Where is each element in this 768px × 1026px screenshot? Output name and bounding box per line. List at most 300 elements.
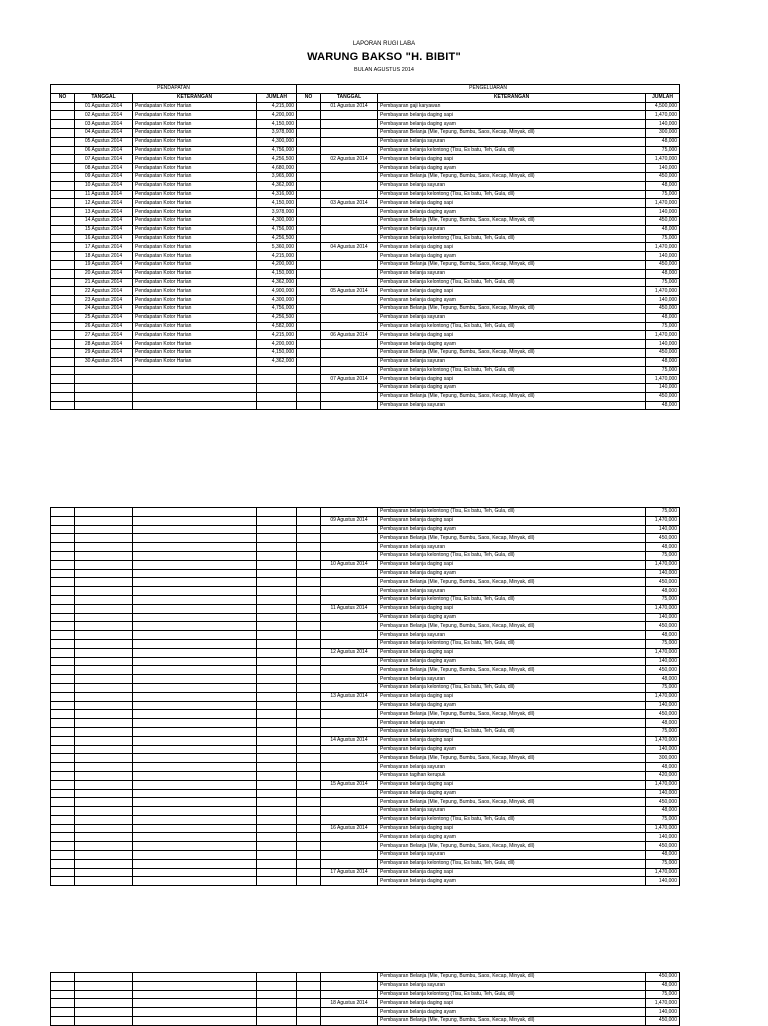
income-no-cell xyxy=(51,999,75,1008)
table-row xyxy=(51,701,680,710)
expense-date-cell xyxy=(321,120,378,129)
income-date-cell xyxy=(75,999,133,1008)
income-no-header: NO xyxy=(51,93,75,102)
expense-date-cell xyxy=(321,990,378,999)
expense-desc-cell: Pembayaran belanja daging sapi xyxy=(378,736,646,745)
income-no-cell xyxy=(51,216,75,225)
income-no-cell xyxy=(51,313,75,322)
expense-date-cell xyxy=(321,278,378,287)
expense-date-cell xyxy=(321,216,378,225)
income-no-cell xyxy=(51,128,75,137)
income-desc-cell: Pendapatan Kotor Harian xyxy=(133,155,257,164)
income-no-cell xyxy=(51,190,75,199)
expense-amount-cell: 450,000 xyxy=(646,973,680,982)
income-date-cell xyxy=(75,587,133,596)
income-date-cell xyxy=(75,525,133,534)
income-date-cell: 21 Agustus 2014 xyxy=(75,278,133,287)
expense-date-cell: 04 Agustus 2014 xyxy=(321,243,378,252)
expense-amount-cell: 450,000 xyxy=(646,798,680,807)
income-amount-cell xyxy=(257,736,297,745)
income-desc-cell xyxy=(133,771,257,780)
income-no-cell xyxy=(51,815,75,824)
expense-desc-cell: Pembayaran belanja daging ayam xyxy=(378,252,646,261)
income-no-cell xyxy=(51,666,75,675)
income-amount-cell: 4,150,000 xyxy=(257,348,297,357)
expense-desc-cell: Pembayaran belanja kelontong (Tisu, Es batu, Teh, Gula, dll) xyxy=(378,366,646,375)
expense-date-cell: 17 Agustus 2014 xyxy=(321,868,378,877)
expense-no-cell xyxy=(297,146,321,155)
table-row xyxy=(51,120,680,129)
expense-date-cell: 14 Agustus 2014 xyxy=(321,736,378,745)
income-no-cell xyxy=(51,683,75,692)
expense-no-cell xyxy=(297,348,321,357)
table-row xyxy=(51,181,680,190)
expense-date-cell xyxy=(321,208,378,217)
expense-amount-cell: 48,000 xyxy=(646,981,680,990)
income-no-cell xyxy=(51,587,75,596)
expense-amount-cell: 1,470,000 xyxy=(646,375,680,384)
income-amount-cell xyxy=(257,815,297,824)
expense-no-cell xyxy=(297,551,321,560)
expense-no-cell xyxy=(297,525,321,534)
income-no-cell xyxy=(51,990,75,999)
expense-desc-cell: Pembayaran belanja daging ayam xyxy=(378,745,646,754)
income-no-cell xyxy=(51,534,75,543)
expense-date-cell xyxy=(321,234,378,243)
income-date-cell xyxy=(75,508,133,517)
expense-no-cell xyxy=(297,137,321,146)
table-row xyxy=(51,340,680,349)
expense-no-cell xyxy=(297,225,321,234)
expense-date-cell xyxy=(321,973,378,982)
expense-no-cell xyxy=(297,560,321,569)
expense-no-cell xyxy=(297,287,321,296)
expense-no-cell xyxy=(297,981,321,990)
income-desc-cell: Pendapatan Kotor Harian xyxy=(133,120,257,129)
income-date-cell: 03 Agustus 2014 xyxy=(75,120,133,129)
expense-desc-cell: Pembayaran belanja daging ayam xyxy=(378,296,646,305)
report-period: BULAN AGUSTUS 2014 xyxy=(354,67,414,73)
expense-no-cell xyxy=(297,252,321,261)
expense-desc-cell: Pembayaran belanja sayuran xyxy=(378,543,646,552)
expense-no-cell xyxy=(297,569,321,578)
income-desc-cell xyxy=(133,508,257,517)
expense-amount-cell: 140,000 xyxy=(646,340,680,349)
expense-date-cell xyxy=(321,771,378,780)
expense-desc-cell: Pembayaran belanja daging sapi xyxy=(378,331,646,340)
income-no-cell xyxy=(51,269,75,278)
income-no-cell xyxy=(51,111,75,120)
expense-amount-cell: 450,000 xyxy=(646,304,680,313)
income-desc-cell: Pendapatan Kotor Harian xyxy=(133,172,257,181)
expense-amount-cell: 140,000 xyxy=(646,296,680,305)
income-no-cell xyxy=(51,763,75,772)
expense-date-cell xyxy=(321,225,378,234)
expense-no-cell xyxy=(297,973,321,982)
expense-date-cell xyxy=(321,833,378,842)
income-amount-cell: 4,200,000 xyxy=(257,340,297,349)
expense-amount-cell: 450,000 xyxy=(646,666,680,675)
income-desc-cell xyxy=(133,745,257,754)
income-no-cell xyxy=(51,877,75,886)
table-row xyxy=(51,754,680,763)
expense-amount-cell: 75,000 xyxy=(646,366,680,375)
income-amount-cell xyxy=(257,622,297,631)
table-body xyxy=(51,102,680,410)
income-no-cell xyxy=(51,508,75,517)
income-amount-cell xyxy=(257,375,297,384)
expense-no-cell xyxy=(297,340,321,349)
income-desc-cell xyxy=(133,789,257,798)
table-row xyxy=(51,587,680,596)
income-no-cell xyxy=(51,304,75,313)
expense-amount-cell: 140,000 xyxy=(646,384,680,393)
expense-date-cell xyxy=(321,190,378,199)
expense-date-cell: 05 Agustus 2014 xyxy=(321,287,378,296)
expense-no-cell xyxy=(297,771,321,780)
income-no-cell xyxy=(51,401,75,410)
expense-no-cell xyxy=(297,164,321,173)
expense-no-cell xyxy=(297,595,321,604)
expense-desc-cell: Pembayaran belanja sayuran xyxy=(378,269,646,278)
expense-amount-cell: 450,000 xyxy=(646,710,680,719)
expense-date-cell xyxy=(321,595,378,604)
expense-date-header: TANGGAL xyxy=(321,93,378,102)
expense-no-cell xyxy=(297,675,321,684)
table-row xyxy=(51,648,680,657)
income-no-cell xyxy=(51,631,75,640)
income-date-cell xyxy=(75,569,133,578)
expense-no-cell xyxy=(297,516,321,525)
expense-amount-cell: 75,000 xyxy=(646,322,680,331)
income-date-cell xyxy=(75,534,133,543)
expense-date-cell xyxy=(321,675,378,684)
expense-desc-cell: Pembayaran belanja sayuran xyxy=(378,313,646,322)
expense-no-cell xyxy=(297,807,321,816)
income-amount-cell xyxy=(257,648,297,657)
expense-desc-cell: Pembayaran belanja daging sapi xyxy=(378,604,646,613)
expense-desc-cell: Pembayaran belanja kelontong (Tisu, Es batu, Teh, Gula, dll) xyxy=(378,508,646,517)
expense-amount-cell: 1,470,000 xyxy=(646,199,680,208)
income-no-cell xyxy=(51,675,75,684)
income-desc-cell xyxy=(133,990,257,999)
expense-amount-cell: 75,000 xyxy=(646,639,680,648)
table-row xyxy=(51,990,680,999)
income-date-header: TANGGAL xyxy=(75,93,133,102)
income-amount-cell: 4,316,000 xyxy=(257,190,297,199)
expense-desc-cell: Pembayaran belanja daging sapi xyxy=(378,999,646,1008)
expense-amount-cell: 75,000 xyxy=(646,278,680,287)
expense-amount-cell: 1,470,000 xyxy=(646,243,680,252)
expense-date-cell: 18 Agustus 2014 xyxy=(321,999,378,1008)
expense-date-cell xyxy=(321,392,378,401)
income-amount-cell xyxy=(257,833,297,842)
income-desc-cell: Pendapatan Kotor Harian xyxy=(133,128,257,137)
expense-amount-cell: 75,000 xyxy=(646,146,680,155)
expense-no-cell xyxy=(297,401,321,410)
expense-date-cell xyxy=(321,260,378,269)
expense-date-cell xyxy=(321,877,378,886)
income-no-cell xyxy=(51,780,75,789)
table-row xyxy=(51,683,680,692)
income-date-cell xyxy=(75,973,133,982)
expense-date-cell xyxy=(321,111,378,120)
income-no-cell xyxy=(51,719,75,728)
table-row xyxy=(51,1008,680,1017)
expense-no-cell xyxy=(297,234,321,243)
income-amount-cell xyxy=(257,859,297,868)
table-row xyxy=(51,981,680,990)
table-row xyxy=(51,401,680,410)
income-date-cell: 26 Agustus 2014 xyxy=(75,322,133,331)
income-no-cell xyxy=(51,181,75,190)
table-row xyxy=(51,842,680,851)
table-row xyxy=(51,190,680,199)
income-amount-cell: 4,150,000 xyxy=(257,199,297,208)
expense-no-cell xyxy=(297,824,321,833)
income-desc-cell xyxy=(133,604,257,613)
expense-amount-cell: 450,000 xyxy=(646,842,680,851)
expense-date-cell xyxy=(321,719,378,728)
expense-desc-cell: Pembayaran belanja daging ayam xyxy=(378,657,646,666)
income-amount-cell: 4,215,000 xyxy=(257,331,297,340)
income-no-cell xyxy=(51,234,75,243)
expense-no-cell xyxy=(297,877,321,886)
table-row xyxy=(51,719,680,728)
expense-date-cell xyxy=(321,146,378,155)
expense-date-cell xyxy=(321,543,378,552)
income-desc-cell xyxy=(133,833,257,842)
income-date-cell xyxy=(75,859,133,868)
expense-no-cell xyxy=(297,508,321,517)
income-no-cell xyxy=(51,868,75,877)
table-row xyxy=(51,111,680,120)
expense-no-cell xyxy=(297,701,321,710)
income-date-cell: 17 Agustus 2014 xyxy=(75,243,133,252)
table-row xyxy=(51,657,680,666)
income-date-cell: 15 Agustus 2014 xyxy=(75,225,133,234)
income-desc-cell xyxy=(133,639,257,648)
income-desc-cell: Pendapatan Kotor Harian xyxy=(133,348,257,357)
income-date-cell xyxy=(75,648,133,657)
income-amount-cell: 4,900,000 xyxy=(257,287,297,296)
income-amount-cell: 3,965,000 xyxy=(257,172,297,181)
income-date-cell xyxy=(75,578,133,587)
income-date-cell xyxy=(75,990,133,999)
expense-amount-cell: 48,000 xyxy=(646,181,680,190)
income-desc-cell xyxy=(133,613,257,622)
expense-date-cell xyxy=(321,172,378,181)
income-desc-cell xyxy=(133,683,257,692)
income-date-cell xyxy=(75,622,133,631)
expense-desc-cell: Pembayaran belanja daging sapi xyxy=(378,692,646,701)
income-desc-cell xyxy=(133,701,257,710)
income-date-cell xyxy=(75,675,133,684)
income-date-cell xyxy=(75,798,133,807)
expense-date-cell xyxy=(321,727,378,736)
income-date-cell: 05 Agustus 2014 xyxy=(75,137,133,146)
income-desc-cell xyxy=(133,375,257,384)
income-amount-cell: 4,150,000 xyxy=(257,269,297,278)
expense-date-cell: 15 Agustus 2014 xyxy=(321,780,378,789)
income-amount-cell xyxy=(257,595,297,604)
expense-no-cell xyxy=(297,815,321,824)
income-amount-cell xyxy=(257,719,297,728)
income-date-cell xyxy=(75,384,133,393)
expense-amount-cell: 1,470,000 xyxy=(646,560,680,569)
income-no-cell xyxy=(51,243,75,252)
income-date-cell xyxy=(75,877,133,886)
expense-amount-cell: 140,000 xyxy=(646,164,680,173)
income-amount-cell xyxy=(257,842,297,851)
expense-amount-cell: 1,470,000 xyxy=(646,604,680,613)
expense-date-cell xyxy=(321,181,378,190)
income-amount-cell xyxy=(257,683,297,692)
income-desc-cell xyxy=(133,727,257,736)
income-desc-cell xyxy=(133,595,257,604)
income-date-cell: 30 Agustus 2014 xyxy=(75,357,133,366)
expense-date-cell xyxy=(321,578,378,587)
income-desc-cell xyxy=(133,780,257,789)
income-date-cell xyxy=(75,868,133,877)
income-no-cell xyxy=(51,736,75,745)
table-row xyxy=(51,128,680,137)
table-row xyxy=(51,666,680,675)
income-date-cell xyxy=(75,710,133,719)
expense-desc-cell: Pembayaran belanja kelontong (Tisu, Es batu, Teh, Gula, dll) xyxy=(378,278,646,287)
expense-no-cell xyxy=(297,999,321,1008)
expense-amount-cell: 48,000 xyxy=(646,269,680,278)
income-no-cell xyxy=(51,842,75,851)
table-row xyxy=(51,851,680,860)
expense-no-cell xyxy=(297,851,321,860)
expense-date-cell: 01 Agustus 2014 xyxy=(321,102,378,111)
expense-desc-cell: Pembayaran belanja kelontong (Tisu, Es batu, Teh, Gula, dll) xyxy=(378,990,646,999)
income-amount-cell xyxy=(257,824,297,833)
expense-date-cell xyxy=(321,763,378,772)
income-desc-cell xyxy=(133,675,257,684)
expense-date-cell xyxy=(321,815,378,824)
income-amount-cell xyxy=(257,401,297,410)
expense-no-cell xyxy=(297,1008,321,1017)
expense-no-cell xyxy=(297,736,321,745)
income-date-cell xyxy=(75,807,133,816)
income-date-cell xyxy=(75,604,133,613)
expense-no-cell xyxy=(297,719,321,728)
income-desc-cell xyxy=(133,842,257,851)
income-desc-cell xyxy=(133,384,257,393)
income-date-cell xyxy=(75,842,133,851)
expense-amount-cell: 140,000 xyxy=(646,569,680,578)
table-row xyxy=(51,278,680,287)
income-date-cell: 16 Agustus 2014 xyxy=(75,234,133,243)
income-amount-cell: 3,978,000 xyxy=(257,128,297,137)
expense-desc-cell: Pembayaran belanja daging sapi xyxy=(378,155,646,164)
expense-desc-cell: Pembayaran belanja daging sapi xyxy=(378,243,646,252)
income-desc-cell xyxy=(133,877,257,886)
expense-amount-cell: 1,470,000 xyxy=(646,155,680,164)
income-no-cell xyxy=(51,859,75,868)
income-amount-cell: 4,256,500 xyxy=(257,234,297,243)
expense-no-cell xyxy=(297,181,321,190)
expense-date-cell xyxy=(321,348,378,357)
income-no-cell xyxy=(51,1008,75,1017)
expense-desc-cell: Pembayaran Belanja (Mie, Tepung, Bumbu, Saos, Kecap, Minyak, dll) xyxy=(378,172,646,181)
expense-date-cell xyxy=(321,164,378,173)
income-no-cell xyxy=(51,727,75,736)
table-row xyxy=(51,999,680,1008)
income-date-cell xyxy=(75,392,133,401)
income-desc-cell: Pendapatan Kotor Harian xyxy=(133,216,257,225)
income-no-cell xyxy=(51,595,75,604)
income-no-cell xyxy=(51,225,75,234)
table-body xyxy=(51,973,680,1026)
table-row xyxy=(51,208,680,217)
income-desc-cell xyxy=(133,366,257,375)
expense-no-cell xyxy=(297,842,321,851)
expense-desc-cell: Pembayaran belanja sayuran xyxy=(378,763,646,772)
expense-no-cell xyxy=(297,172,321,181)
expense-desc-cell: Pembayaran Belanja (Mie, Tepung, Bumbu, Saos, Kecap, Minyak, dll) xyxy=(378,798,646,807)
table-row xyxy=(51,789,680,798)
expense-date-cell xyxy=(321,525,378,534)
expense-desc-cell: Pembayaran belanja daging sapi xyxy=(378,516,646,525)
table-row xyxy=(51,366,680,375)
income-amount-cell: 4,756,000 xyxy=(257,146,297,155)
expense-desc-cell: Pembayaran belanja sayuran xyxy=(378,401,646,410)
expense-no-cell xyxy=(297,754,321,763)
income-no-cell xyxy=(51,578,75,587)
table-row xyxy=(51,798,680,807)
expense-amount-cell: 140,000 xyxy=(646,613,680,622)
expense-no-cell xyxy=(297,543,321,552)
income-date-cell: 02 Agustus 2014 xyxy=(75,111,133,120)
income-no-cell xyxy=(51,789,75,798)
income-no-cell xyxy=(51,807,75,816)
table-row xyxy=(51,868,680,877)
expense-desc-cell: Pembayaran Belanja (Mie, Tepung, Bumbu, Saos, Kecap, Minyak, dll) xyxy=(378,754,646,763)
income-no-cell xyxy=(51,745,75,754)
ledger-table-page-1 xyxy=(50,84,680,410)
expense-desc-cell: Pembayaran Belanja (Mie, Tepung, Bumbu, Saos, Kecap, Minyak, dll) xyxy=(378,260,646,269)
table-row xyxy=(51,745,680,754)
income-date-cell xyxy=(75,639,133,648)
table-row xyxy=(51,304,680,313)
expense-amount-cell: 48,000 xyxy=(646,313,680,322)
income-no-cell xyxy=(51,137,75,146)
income-no-cell xyxy=(51,551,75,560)
income-no-cell xyxy=(51,120,75,129)
income-no-cell xyxy=(51,981,75,990)
expense-desc-cell: Pembayaran belanja daging sapi xyxy=(378,780,646,789)
income-date-cell xyxy=(75,981,133,990)
income-no-cell xyxy=(51,754,75,763)
expense-desc-cell: Pembayaran belanja kelontong (Tisu, Es batu, Teh, Gula, dll) xyxy=(378,146,646,155)
income-desc-cell xyxy=(133,736,257,745)
income-no-cell xyxy=(51,155,75,164)
income-amount-cell: 4,300,000 xyxy=(257,296,297,305)
income-amount-cell xyxy=(257,604,297,613)
expense-amount-cell: 140,000 xyxy=(646,252,680,261)
expense-date-cell xyxy=(321,745,378,754)
income-desc-cell: Pendapatan Kotor Harian xyxy=(133,190,257,199)
expense-no-cell xyxy=(297,155,321,164)
expense-date-cell xyxy=(321,639,378,648)
expense-no-cell xyxy=(297,357,321,366)
expense-no-cell xyxy=(297,622,321,631)
expense-amount-cell: 450,000 xyxy=(646,172,680,181)
expense-no-cell xyxy=(297,260,321,269)
